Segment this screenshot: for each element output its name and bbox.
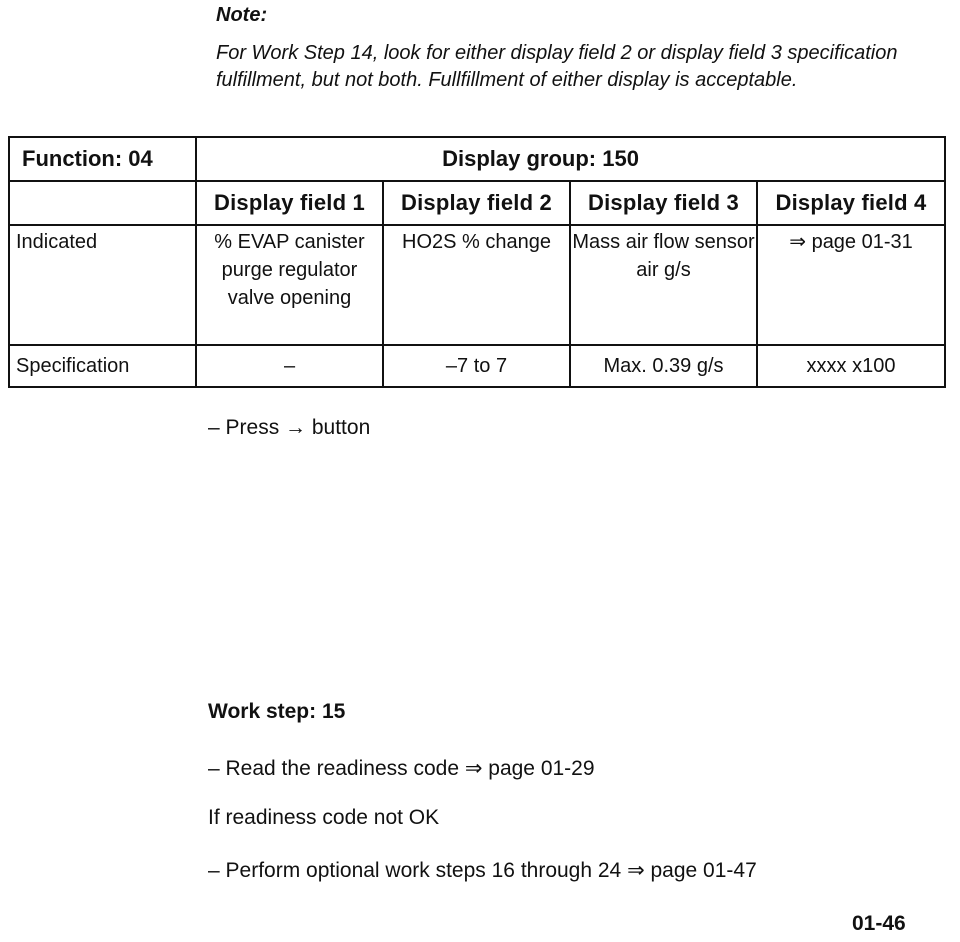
header-display-field-4: Display field 4 [757, 181, 945, 225]
indicated-field-2: HO2S % change [383, 225, 570, 345]
specification-field-3: Max. 0.39 g/s [570, 345, 757, 387]
function-row [9, 137, 945, 181]
function-cell: Function: 04 [9, 137, 196, 181]
indicated-row [9, 225, 945, 345]
header-display-field-2: Display field 2 [383, 181, 570, 225]
header-display-field-3: Display field 3 [570, 181, 757, 225]
indicated-field-4-link: ⇒ page 01-31 [757, 225, 945, 345]
page-number: 01-46 [852, 912, 906, 935]
readiness-not-ok-text: If readiness code not OK [208, 806, 440, 829]
note-text: For Work Step 14, look for either display field 2 or display field 3 specification fulfillment, but not both. Fullfillment of either display is acceptable. [216, 42, 898, 91]
specification-field-4: xxxx x100 [757, 345, 945, 387]
indicated-label: Indicated [9, 225, 196, 345]
specification-field-1: – [196, 345, 383, 387]
specification-row [9, 345, 945, 387]
display-group-table [8, 136, 946, 388]
perform-optional-instruction: – Perform optional work steps 16 through 24 ⇒ page 01-47 [208, 859, 757, 882]
specification-field-2: –7 to 7 [383, 345, 570, 387]
specification-label: Specification [9, 345, 196, 387]
header-empty-cell [9, 181, 196, 225]
work-step-title: Work step: 15 [208, 700, 346, 723]
header-display-field-1: Display field 1 [196, 181, 383, 225]
press-button-instruction: – Press → button [208, 416, 371, 439]
note-title: Note: [216, 4, 268, 26]
indicated-field-1: % EVAP canister purge regulator valve opening [196, 225, 383, 345]
read-readiness-instruction: – Read the readiness code ⇒ page 01-29 [208, 757, 595, 780]
indicated-field-3: Mass air flow sensor air g/s [570, 225, 757, 345]
header-row [9, 181, 945, 225]
display-group-cell: Display group: 150 [196, 137, 945, 181]
